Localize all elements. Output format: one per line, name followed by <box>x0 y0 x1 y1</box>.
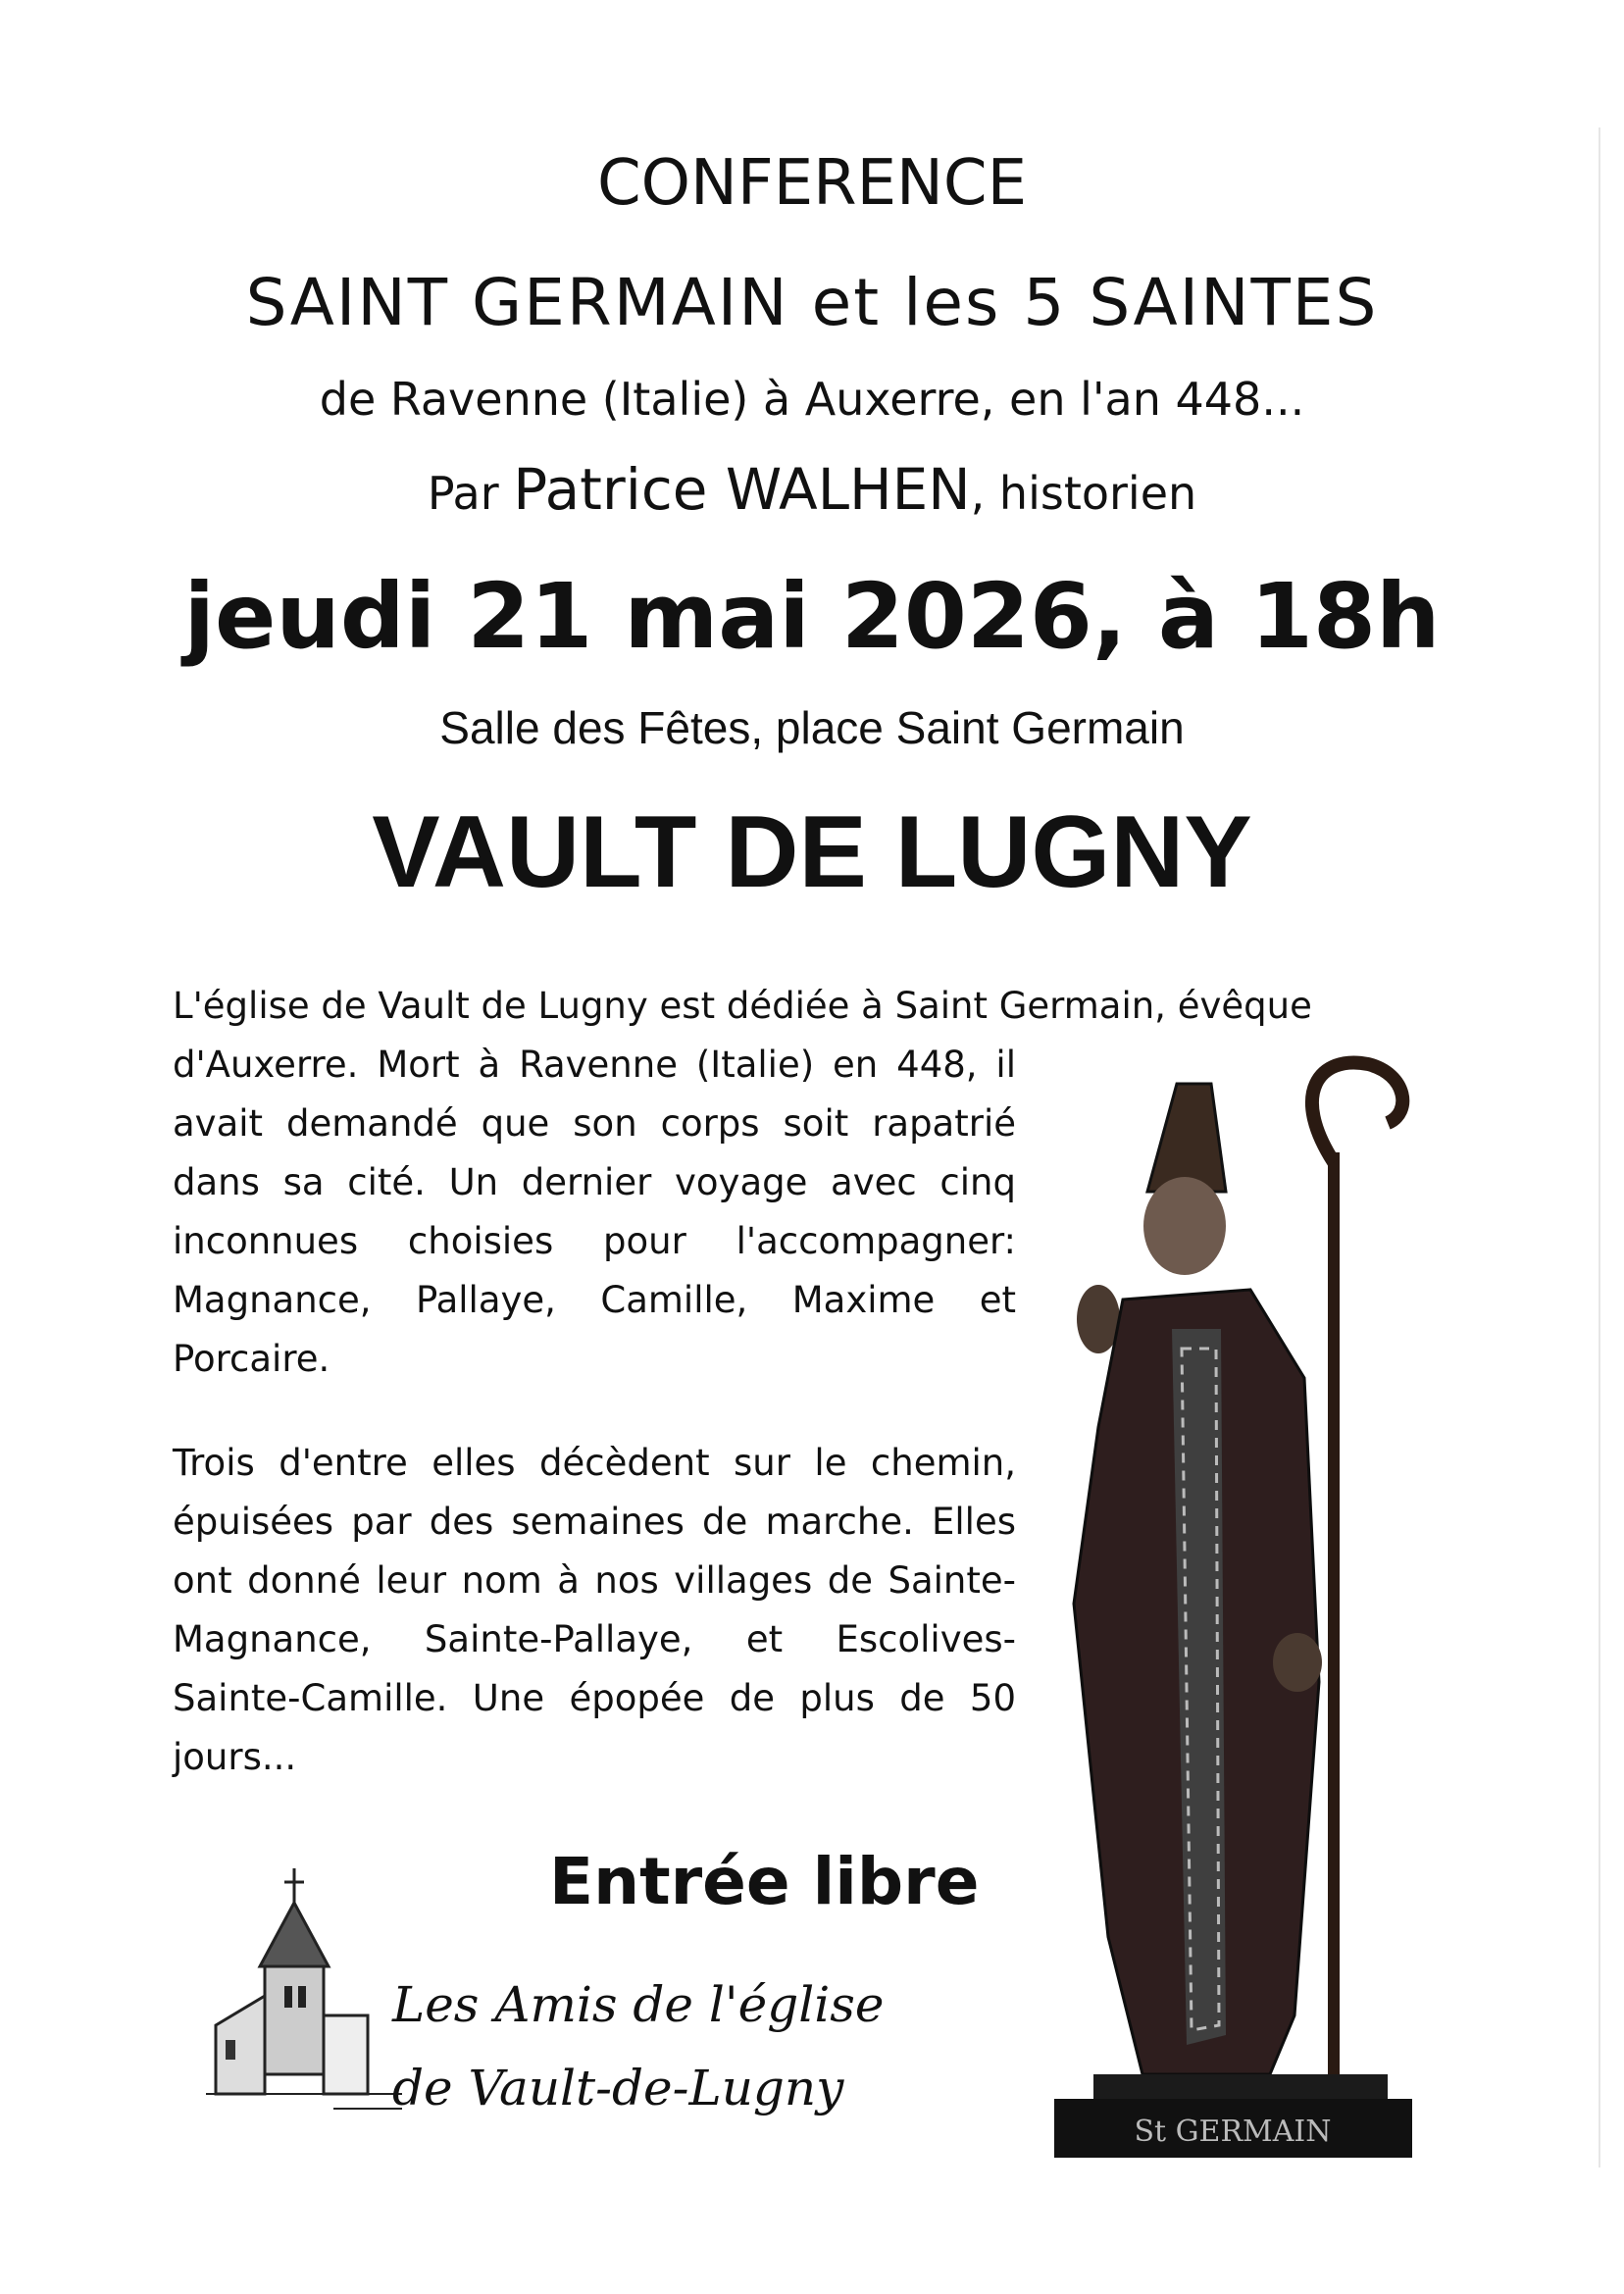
paragraph-1: d'Auxerre. Mort à Ravenne (Italie) en 448, il avait demandé que son corps soit rapatrié dans sa cité. Un dernier voyage avec cinq inconnues choisies pour l'accompagner: Magnance, Pallaye, Camille, Maxime et Porcaire. <box>173 1044 1016 1380</box>
speaker-title: , historien <box>970 467 1197 520</box>
statue-plaque-text: St GERMAIN <box>1134 2115 1332 2149</box>
speaker-line <box>0 456 1624 523</box>
free-entry-label: Entrée libre <box>549 1844 980 1919</box>
signature-line-2: de Vault-de-Lugny <box>392 2060 844 2116</box>
scan-edge-line <box>1599 127 1600 2167</box>
signature-line-1: Les Amis de l'église <box>392 1976 885 2033</box>
paragraph-2: Trois d'entre elles décèdent sur le chemin, épuisées par des semaines de marche. Elles ont donné leur nom à nos villages de Sainte-Magnance, Sainte-Pallaye, et Escolives-Sainte-Camille. Une épopée de plus de 50 jours... <box>173 1442 1016 1778</box>
event-date: jeudi 21 mai 2026, à 18h <box>183 564 1441 669</box>
conference-subtitle: de Ravenne (Italie) à Auxerre, en l'an 448... <box>319 373 1305 426</box>
saint-germain-statue-image <box>1054 1054 1412 2163</box>
paragraph-1-first-line: L'église de Vault de Lugny est dédiée à Saint Germain, évêque <box>173 985 1312 1027</box>
conference-title: CONFERENCE <box>596 147 1028 220</box>
event-town: VAULT DE LUGNY <box>372 795 1252 909</box>
conference-subject: SAINT GERMAIN et les 5 SAINTES <box>245 265 1379 340</box>
speaker-prefix: Par <box>427 467 499 520</box>
speaker-name: Patrice WALHEN <box>513 456 971 523</box>
church-drawing-icon <box>206 1868 402 2163</box>
event-venue: Salle des Fêtes, place Saint Germain <box>439 702 1185 753</box>
